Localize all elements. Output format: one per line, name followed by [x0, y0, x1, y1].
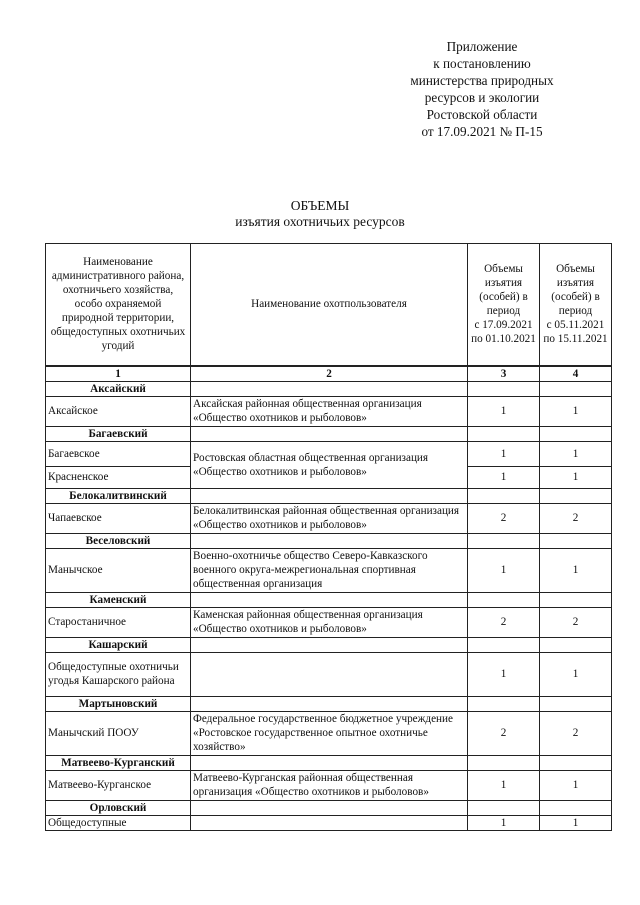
- area-cell: Аксайское: [46, 396, 191, 426]
- value-cell-period-1: 1: [468, 652, 540, 696]
- table-row: [46, 652, 612, 696]
- area-cell: Красненское: [46, 466, 191, 488]
- value-cell-period-1: 1: [468, 441, 540, 466]
- header-period-1-to: по 01.10.2021: [471, 333, 536, 346]
- annex-line: ресурсов и экологии: [424, 90, 540, 105]
- district-name: Аксайский: [46, 381, 191, 396]
- column-number: 1: [46, 366, 191, 382]
- value-cell-period-2: 2: [540, 503, 612, 533]
- area-cell: Старостаничное: [46, 607, 191, 637]
- district-row: [46, 426, 612, 441]
- district-row: [46, 800, 612, 815]
- value-cell-period-2: 2: [540, 711, 612, 755]
- annex-line: от 17.09.2021 № П-15: [421, 124, 543, 139]
- user-cell: Каменская районная общественная организация «Общество охотников и рыболовов»: [191, 607, 468, 637]
- column-number: 2: [191, 366, 468, 382]
- value-cell-period-2: 1: [540, 396, 612, 426]
- value-cell-period-2: 1: [540, 441, 612, 466]
- user-cell: [191, 815, 468, 830]
- area-cell: Матвеево-Курганское: [46, 770, 191, 800]
- district-name: Белокалитвинский: [46, 488, 191, 503]
- value-cell-period-1: 1: [468, 466, 540, 488]
- value-cell-period-2: 1: [540, 548, 612, 592]
- user-cell: Аксайская районная общественная организация «Общество охотников и рыболовов»: [191, 396, 468, 426]
- district-name: Каменский: [46, 592, 191, 607]
- table-row: [46, 548, 612, 592]
- header-period-2-to: по 15.11.2021: [543, 333, 608, 346]
- value-cell-period-1: 2: [468, 711, 540, 755]
- user-cell: Белокалитвинская районная общественная организация «Общество охотников и рыболовов»: [191, 503, 468, 533]
- header-area: Наименование административного района, охотничьего хозяйства, особо охраняемой природной территории, общедоступных охотничьих угодий: [46, 244, 191, 366]
- user-cell: Матвеево-Курганская районная общественная организация «Общество охотников и рыболовов»: [191, 770, 468, 800]
- district-row: [46, 533, 612, 548]
- value-cell-period-1: 1: [468, 548, 540, 592]
- district-name: Багаевский: [46, 426, 191, 441]
- value-cell-period-1: 2: [468, 503, 540, 533]
- column-number: 3: [468, 366, 540, 382]
- area-cell: Манычский ПООУ: [46, 711, 191, 755]
- district-row: [46, 637, 612, 652]
- value-cell-period-2: 1: [540, 652, 612, 696]
- header-user: Наименование охотпользователя: [191, 244, 468, 366]
- user-cell: [191, 652, 468, 696]
- annex-line: Ростовской области: [426, 107, 538, 122]
- header-period-2-from: с 05.11.2021: [546, 319, 605, 332]
- area-cell: Общедоступные охотничьи угодья Кашарского района: [46, 652, 191, 696]
- annex-line: к постановлению: [433, 56, 531, 71]
- area-cell: Общедоступные: [46, 815, 191, 830]
- user-cell: Ростовская областная общественная организация «Общество охотников и рыболовов»: [191, 441, 468, 488]
- district-row: [46, 592, 612, 607]
- area-cell: Чапаевское: [46, 503, 191, 533]
- title-sub: изъятия охотничьих ресурсов: [235, 214, 405, 229]
- table-row: [46, 441, 612, 466]
- header-period-1-label: Объемы изъятия (особей) в период: [479, 263, 528, 318]
- district-name: Орловский: [46, 800, 191, 815]
- area-cell: Манычское: [46, 548, 191, 592]
- district-name: Матвеево-Курганский: [46, 755, 191, 770]
- district-row: [46, 696, 612, 711]
- table-row: [46, 396, 612, 426]
- quota-table: [45, 243, 612, 831]
- value-cell-period-2: 1: [540, 466, 612, 488]
- document-title: [0, 0, 640, 230]
- user-cell: Федеральное государственное бюджетное учреждение «Ростовское государственное опытное охотничье хозяйство»: [191, 711, 468, 755]
- value-cell-period-1: 2: [468, 607, 540, 637]
- district-name: Веселовский: [46, 533, 191, 548]
- value-cell-period-2: 1: [540, 770, 612, 800]
- district-name: Кашарский: [46, 637, 191, 652]
- header-period-1-from: с 17.09.2021: [474, 319, 533, 332]
- value-cell-period-2: 1: [540, 815, 612, 830]
- district-row: [46, 488, 612, 503]
- district-row: [46, 755, 612, 770]
- value-cell-period-1: 1: [468, 815, 540, 830]
- column-number: 4: [540, 366, 612, 382]
- value-cell-period-1: 1: [468, 396, 540, 426]
- title-main: ОБЪЕМЫ: [290, 198, 350, 213]
- header-period-1: [468, 244, 540, 366]
- district-name: Мартыновский: [46, 696, 191, 711]
- table-row: [46, 607, 612, 637]
- header-row: [46, 244, 612, 366]
- value-cell-period-1: 1: [468, 770, 540, 800]
- header-period-2-label: Объемы изъятия (особей) в период: [551, 263, 600, 318]
- value-cell-period-2: 2: [540, 607, 612, 637]
- district-row: [46, 381, 612, 396]
- table-row: [46, 815, 612, 830]
- annex-line: министерства природных: [410, 73, 554, 88]
- user-cell: Военно-охотничье общество Северо-Кавказского военного округа-межрегиональная спортивная общественная организация: [191, 548, 468, 592]
- table-row: [46, 770, 612, 800]
- column-number-row: [46, 366, 612, 382]
- area-cell: Багаевское: [46, 441, 191, 466]
- table-row: [46, 711, 612, 755]
- header-period-2: [540, 244, 612, 366]
- annex-line: Приложение: [446, 39, 518, 54]
- table-row: [46, 503, 612, 533]
